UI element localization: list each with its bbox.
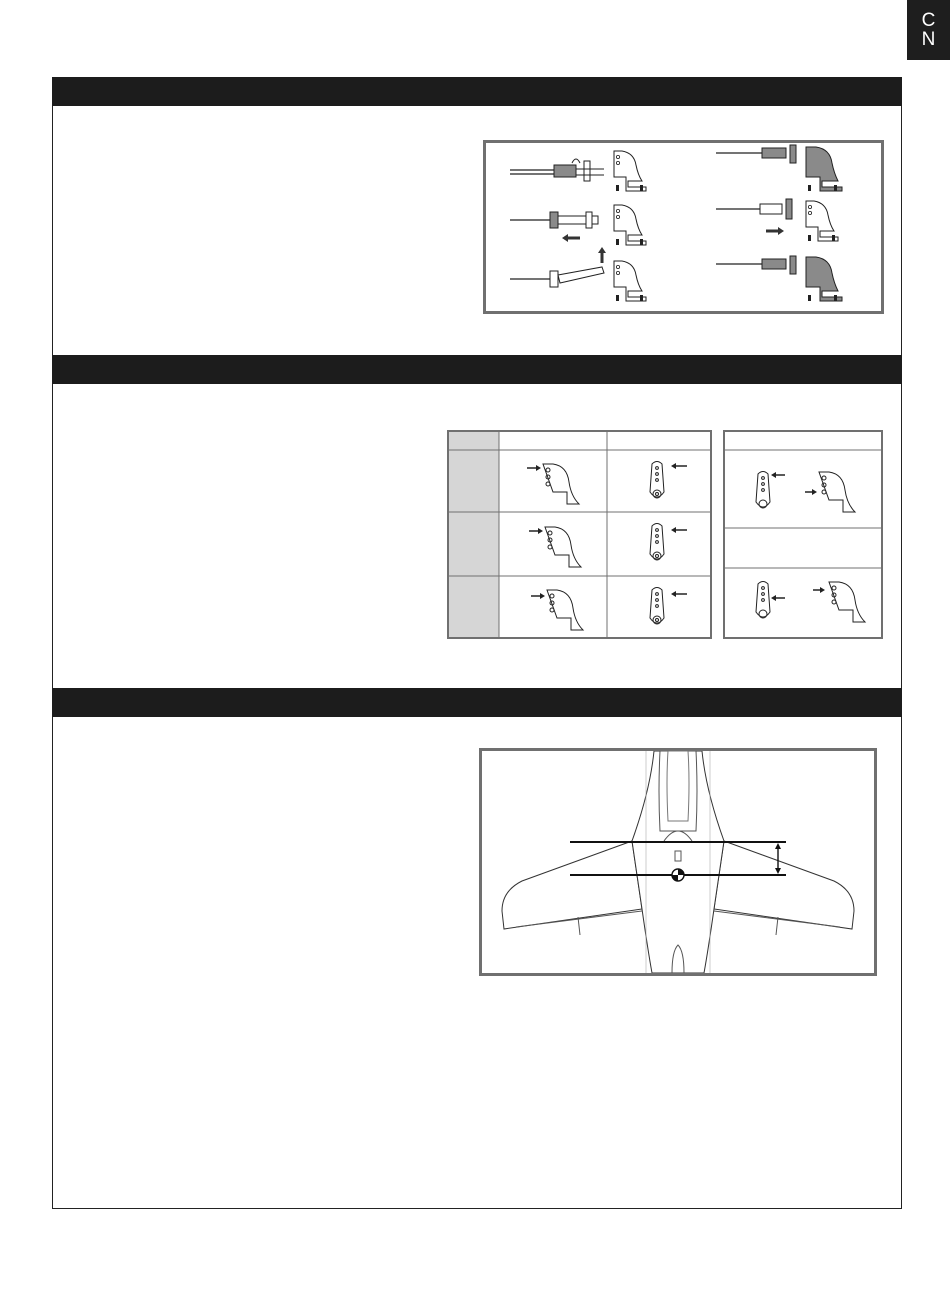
cg-marker-icon (672, 869, 684, 881)
section-header-control-horn (52, 355, 902, 384)
clevis-step-3 (510, 247, 646, 301)
horn-row-2 (529, 524, 687, 568)
horn-settings-table (447, 430, 712, 639)
clevis-steps-illustration (486, 143, 881, 311)
clevis-step-1 (510, 151, 646, 191)
clevis-step-5 (716, 199, 838, 241)
clevis-step-6 (716, 256, 842, 301)
cg-diagram (479, 748, 877, 976)
language-tab-letter-1: C (921, 10, 936, 31)
horn-table-illustration (449, 432, 710, 637)
servo-horn-pairs-illustration (725, 432, 881, 637)
language-tab (907, 0, 950, 60)
clevis-step-2 (510, 205, 646, 245)
section-header-pushrod (52, 77, 902, 106)
clevis-diagram (483, 140, 884, 314)
horn-row-3 (531, 588, 687, 631)
section-header-center-of-gravity (52, 688, 902, 717)
aircraft-top-view (482, 751, 874, 973)
servo-horn-pairs (723, 430, 883, 639)
servo-horn-pair-2 (756, 582, 865, 623)
servo-horn-pair-1 (756, 472, 855, 513)
language-tab-letter-2: N (921, 29, 936, 50)
clevis-step-4 (716, 145, 842, 191)
